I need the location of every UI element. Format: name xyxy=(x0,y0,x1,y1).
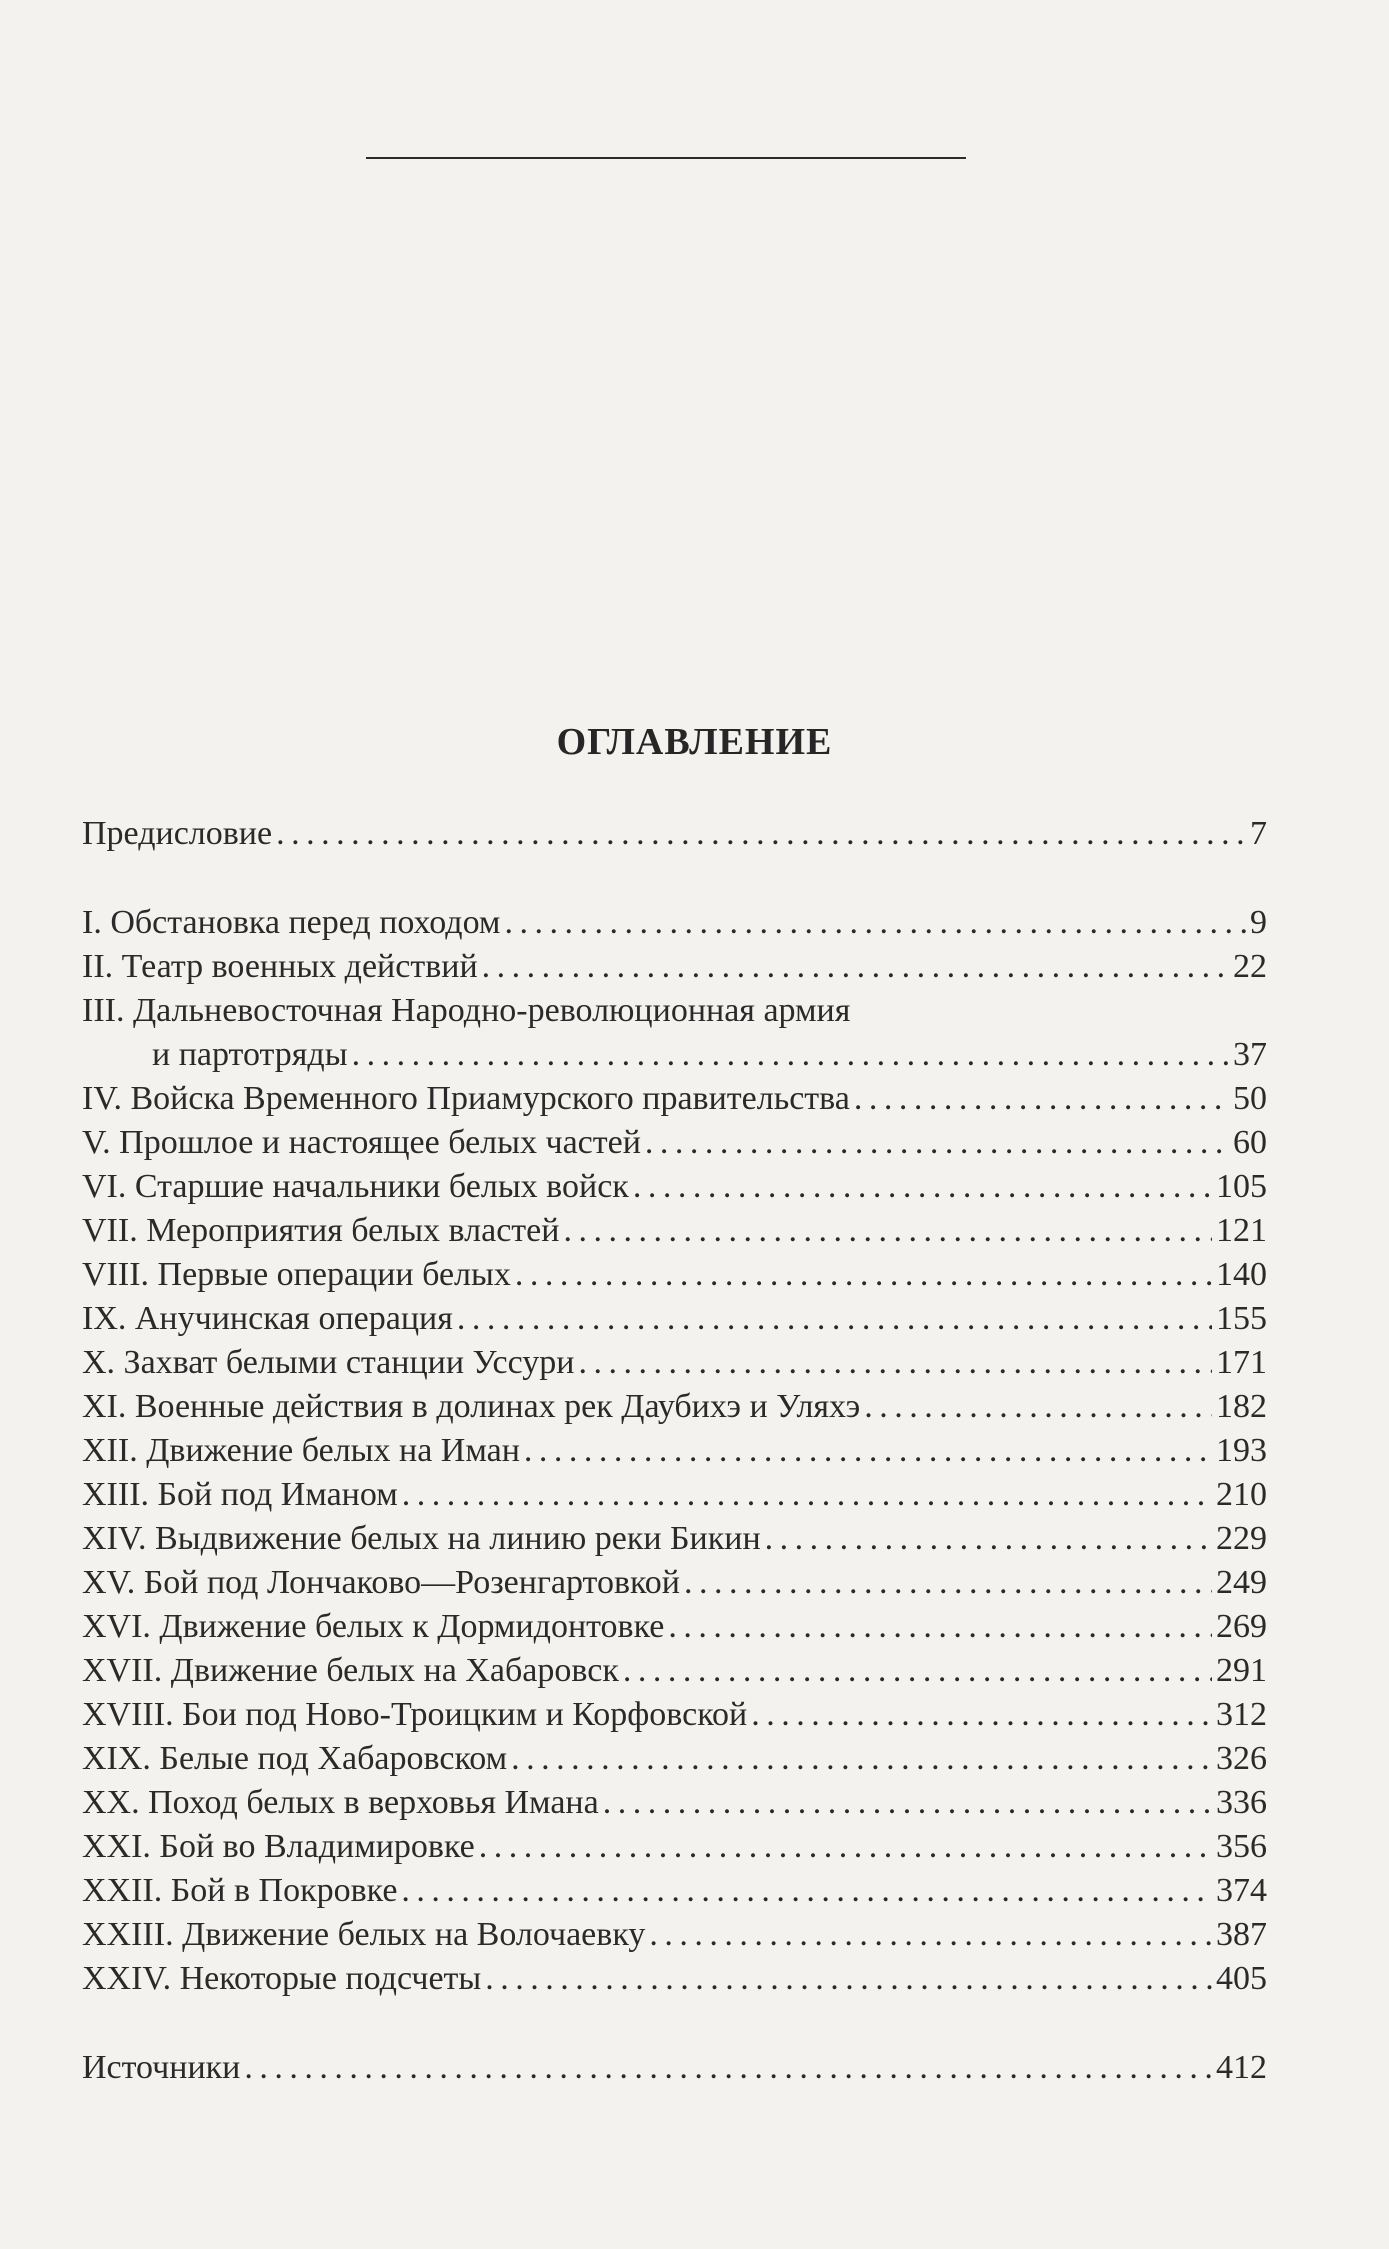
toc-entry xyxy=(82,1341,1267,1385)
toc-entry-page: 249 xyxy=(1216,1564,1267,1601)
toc-entry-label: V. Прошлое и настоящее белых частей xyxy=(82,1124,641,1161)
toc-entry-label: I. Обстановка перед походом xyxy=(82,904,501,941)
dot-leader xyxy=(276,812,1246,856)
toc-entry-label: VI. Старшие начальники белых войск xyxy=(82,1168,629,1205)
dot-leader xyxy=(515,1253,1212,1297)
dot-leader xyxy=(563,1209,1212,1253)
toc-entry-page: 155 xyxy=(1216,1300,1267,1337)
toc-entry-page: 37 xyxy=(1233,1036,1267,1073)
toc-entry xyxy=(82,1781,1267,1825)
toc-entry xyxy=(82,1869,1267,1913)
toc-entry-page: 22 xyxy=(1233,948,1267,985)
toc-entry xyxy=(82,901,1267,945)
dot-leader xyxy=(603,1781,1212,1825)
dot-leader xyxy=(479,1825,1212,1869)
dot-leader xyxy=(402,1473,1212,1517)
toc-entry-label: XXI. Бой во Владимировке xyxy=(82,1828,475,1865)
dot-leader xyxy=(668,1605,1212,1649)
toc-entry-page: 50 xyxy=(1233,1080,1267,1117)
toc-entry-page: 229 xyxy=(1216,1520,1267,1557)
toc-entry xyxy=(82,1165,1267,1209)
dot-leader xyxy=(864,1385,1212,1429)
toc-entry-page: 291 xyxy=(1216,1652,1267,1689)
toc-entry-label: XX. Поход белых в верховья Имана xyxy=(82,1784,599,1821)
toc-entry-label: Источники xyxy=(82,2049,241,2086)
dot-leader xyxy=(244,2046,1212,2090)
dot-leader xyxy=(524,1429,1212,1473)
toc-entry xyxy=(82,1649,1267,1693)
dot-leader xyxy=(578,1341,1212,1385)
toc-entry xyxy=(82,1605,1267,1649)
toc-entry-page: 193 xyxy=(1216,1432,1267,1469)
spacer xyxy=(82,856,1267,901)
toc-entry-page: 105 xyxy=(1216,1168,1267,1205)
toc-entry-label: XXII. Бой в Покровке xyxy=(82,1872,398,1909)
toc-entry-page: 356 xyxy=(1216,1828,1267,1865)
toc-entry-label: X. Захват белыми станции Уссури xyxy=(82,1344,575,1381)
toc-entry xyxy=(82,1297,1267,1341)
toc-entry-page: 171 xyxy=(1216,1344,1267,1381)
toc-entry-label: XV. Бой под Лончаково—Розенгартовкой xyxy=(82,1564,680,1601)
toc-entry-label: XIX. Белые под Хабаровском xyxy=(82,1740,508,1777)
toc-entry-page: 182 xyxy=(1216,1388,1267,1425)
toc-entry-page: 374 xyxy=(1216,1872,1267,1909)
toc-entry-label: XXIII. Движение белых на Волочаевку xyxy=(82,1916,646,1953)
toc-entry-page: 9 xyxy=(1250,904,1267,941)
toc-entry-label: IV. Войска Временного Приамурского правительства xyxy=(82,1080,850,1117)
toc-entry-label: VII. Мероприятия белых властей xyxy=(82,1212,560,1249)
toc-entry-label: XIII. Бой под Иманом xyxy=(82,1476,398,1513)
toc-entry-page: 269 xyxy=(1216,1608,1267,1645)
toc-entry-sources xyxy=(82,2046,1267,2090)
toc-entry xyxy=(82,1957,1267,2001)
dot-leader xyxy=(511,1737,1212,1781)
toc-entry xyxy=(82,1253,1267,1297)
table-of-contents xyxy=(82,812,1267,2090)
spacer xyxy=(82,2001,1267,2046)
dot-leader xyxy=(485,1957,1212,2001)
toc-entry-label: XI. Военные действия в долинах рек Даубихэ и Уляхэ xyxy=(82,1388,861,1425)
toc-entry-page: 121 xyxy=(1216,1212,1267,1249)
toc-entry-label: VIII. Первые операции белых xyxy=(82,1256,511,1293)
toc-entry xyxy=(82,1825,1267,1869)
toc-entry-page: 387 xyxy=(1216,1916,1267,1953)
toc-entry-label: XII. Движение белых на Иман xyxy=(82,1432,520,1469)
toc-entry xyxy=(82,1121,1267,1165)
toc-entry-label: Предисловие xyxy=(82,815,273,852)
toc-entry-label: XXIV. Некоторые подсчеты xyxy=(82,1960,482,1997)
dot-leader xyxy=(684,1561,1212,1605)
page-title: ОГЛАВЛЕНИЕ xyxy=(556,721,833,763)
toc-entry-page: 336 xyxy=(1216,1784,1267,1821)
toc-entry-page: 140 xyxy=(1216,1256,1267,1293)
dot-leader xyxy=(401,1869,1212,1913)
toc-entry-label-line1: III. Дальневосточная Народно-революционная армия xyxy=(82,992,851,1029)
toc-entry xyxy=(82,1517,1267,1561)
toc-entry-page: 326 xyxy=(1216,1740,1267,1777)
toc-entry xyxy=(82,1561,1267,1605)
toc-entry-label: XVII. Движение белых на Хабаровск xyxy=(82,1652,619,1689)
dot-leader xyxy=(765,1517,1212,1561)
dot-leader xyxy=(482,945,1229,989)
toc-entry xyxy=(82,1077,1267,1121)
dot-leader xyxy=(649,1913,1212,1957)
toc-entry-page: 312 xyxy=(1216,1696,1267,1733)
toc-entry-label: IX. Анучинская операция xyxy=(82,1300,453,1337)
dot-leader xyxy=(854,1077,1229,1121)
toc-entry-page: 60 xyxy=(1233,1124,1267,1161)
dot-leader xyxy=(751,1693,1212,1737)
dot-leader xyxy=(352,1033,1229,1077)
toc-entry-page: 7 xyxy=(1250,815,1267,852)
toc-entry xyxy=(82,1473,1267,1517)
dot-leader xyxy=(504,901,1246,945)
toc-entry xyxy=(82,1209,1267,1253)
toc-entry xyxy=(82,1385,1267,1429)
toc-entry-label: XIV. Выдвижение белых на линию реки Бикин xyxy=(82,1520,761,1557)
toc-entry-label: II. Театр военных действий xyxy=(82,948,478,985)
toc-entry-page: 210 xyxy=(1216,1476,1267,1513)
toc-entry xyxy=(82,1033,1267,1077)
toc-entry-page: 405 xyxy=(1216,1960,1267,1997)
toc-entry-page: 412 xyxy=(1216,2049,1267,2086)
dot-leader xyxy=(633,1165,1212,1209)
toc-entry-label: XVI. Движение белых к Дормидонтовке xyxy=(82,1608,665,1645)
toc-entry-label: и партотряды xyxy=(152,1036,348,1073)
toc-entry xyxy=(82,1913,1267,1957)
toc-entry xyxy=(82,1737,1267,1781)
toc-entry xyxy=(82,1429,1267,1473)
toc-entry-preface xyxy=(82,812,1267,856)
toc-entry-label: XVIII. Бои под Ново-Троицким и Корфовской xyxy=(82,1696,748,1733)
dot-leader xyxy=(457,1297,1212,1341)
dot-leader xyxy=(645,1121,1229,1165)
toc-entry xyxy=(82,945,1267,989)
top-rule xyxy=(366,157,966,159)
dot-leader xyxy=(623,1649,1212,1693)
toc-entry xyxy=(82,1693,1267,1737)
